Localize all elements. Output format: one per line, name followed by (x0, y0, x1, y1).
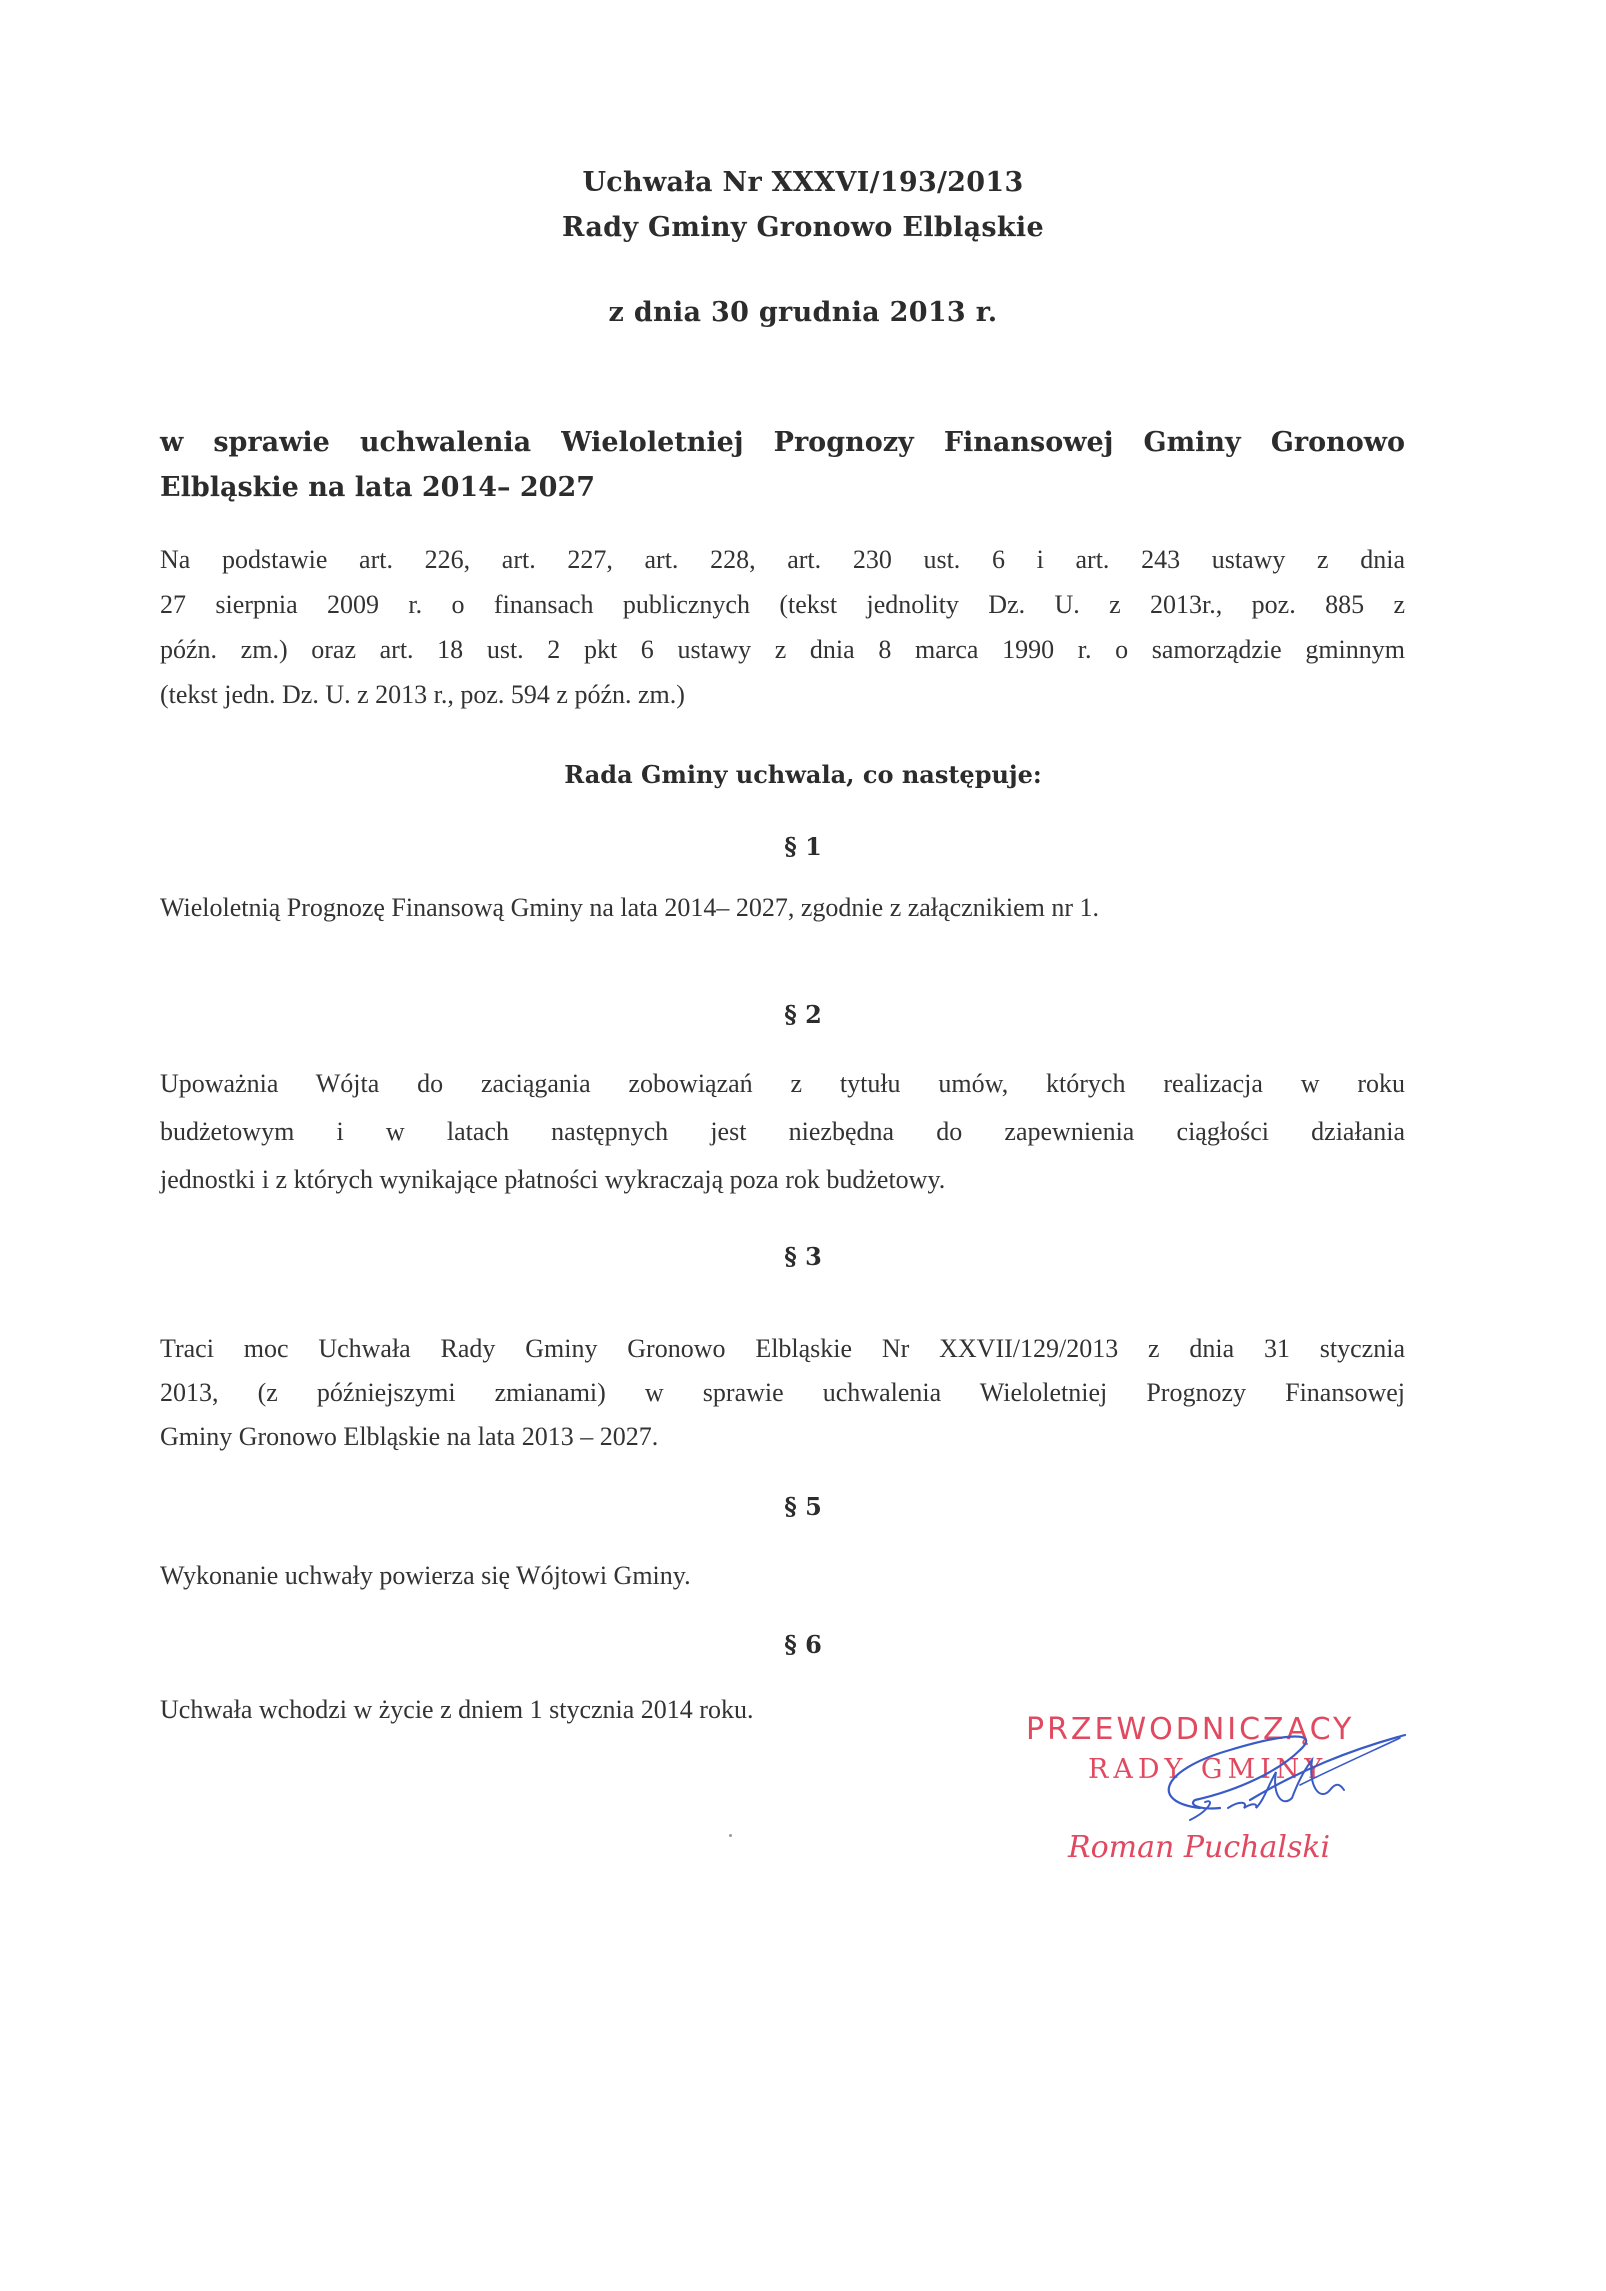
section-3-text (160, 1327, 1405, 1459)
section-6-label: § 6 (784, 1630, 822, 1659)
resolution-number: Uchwała Nr XXXVI/193/2013 (582, 167, 1024, 198)
resolution-subject (160, 420, 1405, 510)
stamp-subtitle: RADY GMINY (1088, 1754, 1328, 1785)
legal-basis-line: późn. zm.) oraz art. 18 ust. 2 pkt 6 ustawy z dnia 8 marca 1990 r. o samorządzie gminnym (160, 635, 1405, 664)
subject-line-2: Elbląskie na lata 2014– 2027 (160, 472, 596, 503)
section-line: Wieloletnią Prognozę Finansową Gminy na lata 2014– 2027, zgodnie z załącznikiem nr 1. (160, 893, 1100, 922)
section-line: Traci moc Uchwała Rady Gminy Gronowo Elbląskie Nr XXVII/129/2013 z dnia 31 stycznia (160, 1334, 1405, 1363)
section-line: budżetowym i w latach następnych jest niezbędna do zapewnienia ciągłości działania (160, 1117, 1405, 1146)
legal-basis-line: (tekst jedn. Dz. U. z 2013 r., poz. 594 z późn. zm.) (160, 680, 685, 709)
section-line: Gminy Gronowo Elbląskie na lata 2013 – 2027. (160, 1422, 659, 1451)
resolves-intro: Rada Gminy uchwala, co następuje: (564, 760, 1042, 789)
scan-speck (729, 1834, 732, 1837)
section-2-label: § 2 (784, 1000, 822, 1029)
resolution-date: z dnia 30 grudnia 2013 r. (608, 297, 998, 328)
legal-basis (160, 537, 1405, 717)
handwritten-signature (1000, 1690, 1450, 1890)
section-line: jednostki i z których wynikające płatności wykraczają poza rok budżetowy. (160, 1165, 946, 1194)
section-line: Uchwała wchodzi w życie z dniem 1 stycznia 2014 roku. (160, 1695, 754, 1724)
legal-basis-line: 27 sierpnia 2009 r. o finansach publicznych (tekst jednolity Dz. U. z 2013r., poz. 885 z (160, 590, 1405, 619)
stamp-title: PRZEWODNICZĄCY (1026, 1712, 1355, 1747)
section-5-label: § 5 (784, 1492, 822, 1521)
legal-basis-line: Na podstawie art. 226, art. 227, art. 228, art. 230 ust. 6 i art. 243 ustawy z dnia (160, 545, 1405, 574)
chairman-stamp (1000, 1690, 1450, 1890)
subject-line-1: w sprawie uchwalenia Wieloletniej Prognozy Finansowej Gminy Gronowo (160, 427, 1405, 458)
section-5-text (160, 1556, 1405, 1596)
section-1-text (160, 888, 1405, 928)
section-2-text (160, 1060, 1405, 1204)
council-name: Rady Gminy Gronowo Elbląskie (562, 212, 1044, 243)
section-line: Upoważnia Wójta do zaciągania zobowiązań z tytułu umów, których realizacja w roku (160, 1069, 1405, 1098)
stamp-name: Roman Puchalski (1068, 1830, 1331, 1865)
section-3-label: § 3 (784, 1242, 822, 1271)
section-1-label: § 1 (784, 832, 822, 861)
section-line: Wykonanie uchwały powierza się Wójtowi Gminy. (160, 1561, 691, 1590)
section-line: 2013, (z późniejszymi zmianami) w sprawie uchwalenia Wieloletniej Prognozy Finansowej (160, 1378, 1405, 1407)
